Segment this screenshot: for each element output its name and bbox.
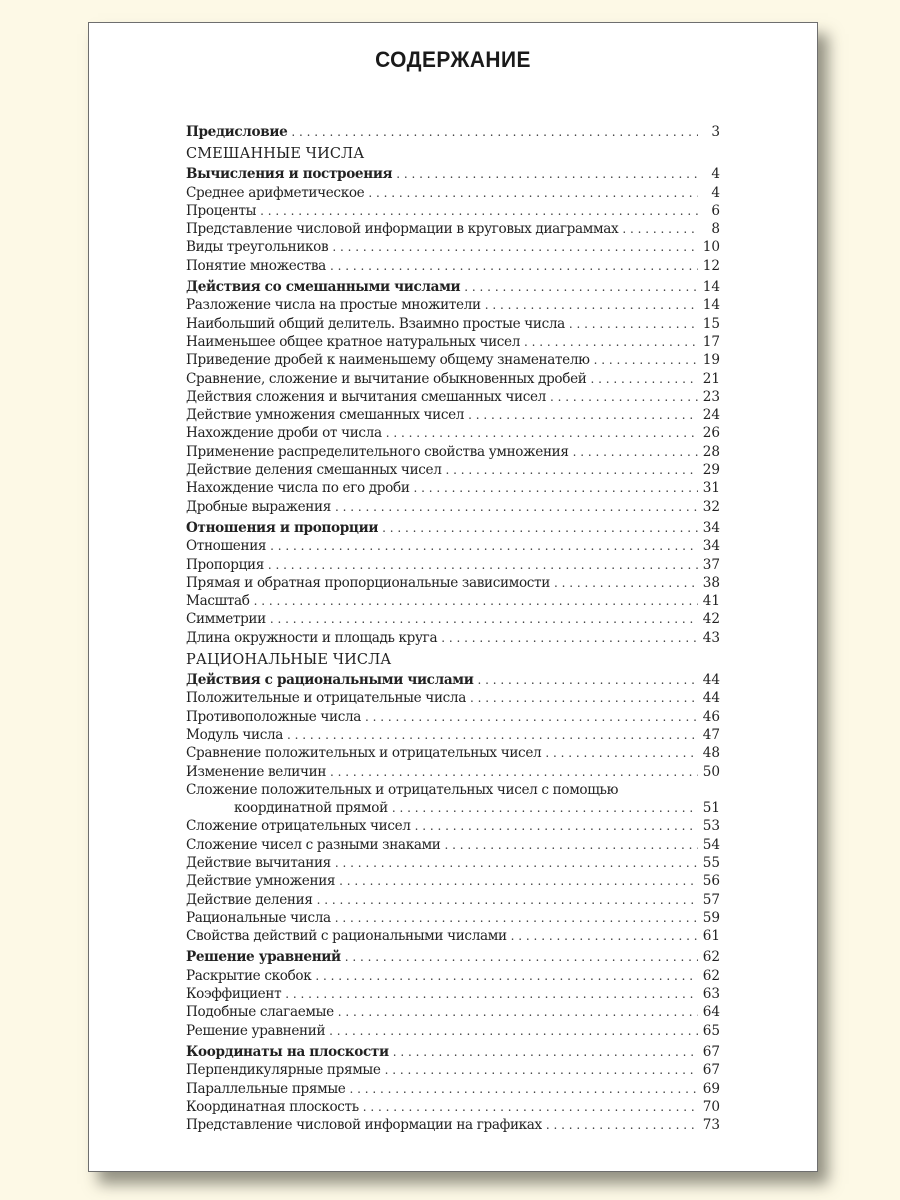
dot-leader xyxy=(468,406,698,424)
toc-entry-label: Пропорция xyxy=(186,556,264,573)
toc-entry-label: Свойства действий с рациональными числами xyxy=(186,928,507,945)
toc-entry-label: Разложение числа на простые множители xyxy=(186,297,481,314)
page-title: СОДЕРЖАНИЕ xyxy=(375,47,531,72)
dot-leader xyxy=(386,424,698,442)
toc-page-number: 6 xyxy=(711,202,720,219)
toc-page-number: 70 xyxy=(702,1098,720,1115)
toc-page-number: 64 xyxy=(702,1004,720,1021)
toc-entry[interactable] xyxy=(186,238,720,256)
toc-entry[interactable] xyxy=(186,333,720,351)
toc-entry[interactable] xyxy=(186,610,720,628)
toc-entry[interactable] xyxy=(186,967,720,985)
toc-page-number: 46 xyxy=(702,708,720,725)
dot-leader xyxy=(414,479,698,497)
toc-page-number: 15 xyxy=(702,315,720,332)
toc-entry-label: Наименьшее общее кратное натуральных чисел xyxy=(186,333,521,350)
toc-entry[interactable] xyxy=(186,537,720,555)
toc-entry-label: Решение уравнений xyxy=(186,1022,326,1039)
toc-entry-label: Подобные слагаемые xyxy=(186,1004,334,1021)
toc-entry-label: Понятие множества xyxy=(186,257,326,274)
toc-entry[interactable] xyxy=(186,424,720,442)
dot-leader xyxy=(392,799,698,817)
dot-leader xyxy=(382,519,698,537)
toc-entry-label: Рациональные числа xyxy=(186,909,331,926)
toc-entry-label: Действие деления смешанных чисел xyxy=(186,462,442,479)
toc-entry[interactable] xyxy=(186,629,720,647)
toc-page-number: 61 xyxy=(702,928,720,945)
toc-entry-label: Отношения и пропорции xyxy=(186,519,379,536)
toc-entry-label: Вычисления и построения xyxy=(186,166,393,183)
toc-entry[interactable] xyxy=(186,315,720,333)
toc-entry-label: Среднее арифметическое xyxy=(186,184,365,201)
toc-entry-label: Действия со смешанными числами xyxy=(186,279,461,296)
toc-entry[interactable] xyxy=(186,726,720,744)
dot-leader xyxy=(287,726,698,744)
dot-leader xyxy=(345,948,698,966)
toc-page-number: 38 xyxy=(702,574,720,591)
toc-entry[interactable] xyxy=(186,184,720,202)
toc-page-number: 3 xyxy=(711,124,720,140)
toc-page-number: 37 xyxy=(702,556,720,573)
dot-leader xyxy=(385,1061,698,1079)
dot-leader xyxy=(365,708,698,726)
toc-entry[interactable] xyxy=(186,689,720,707)
dot-leader xyxy=(285,985,698,1003)
toc-entry[interactable] xyxy=(186,1061,720,1079)
toc-entry[interactable] xyxy=(186,909,720,927)
toc-section-heading: СМЕШАННЫЕ ЧИСЛА xyxy=(186,146,365,163)
toc-page-number: 23 xyxy=(702,388,720,405)
toc-entry[interactable] xyxy=(186,592,720,610)
toc-page-number: 26 xyxy=(702,425,720,442)
dot-leader xyxy=(470,689,698,707)
toc-chapter[interactable] xyxy=(186,519,720,537)
toc-entry-label: Масштаб xyxy=(186,593,250,610)
toc-entry-label: Координаты на плоскости xyxy=(186,1043,389,1060)
toc-entry-label: Действия с рациональными числами xyxy=(186,672,474,689)
dot-leader xyxy=(485,296,698,314)
toc-entry[interactable] xyxy=(186,1098,720,1116)
dot-leader xyxy=(335,854,698,872)
dot-leader xyxy=(415,817,698,835)
toc-entry-label: Коэффициент xyxy=(186,986,282,1003)
dot-leader xyxy=(393,1043,698,1061)
toc-entry[interactable] xyxy=(186,817,720,835)
toc-entry-label: Предисловие xyxy=(186,124,288,140)
toc-entry[interactable] xyxy=(186,220,720,238)
toc-entry-label: Сложение чисел с разными знаками xyxy=(186,836,441,853)
toc-page-number: 69 xyxy=(702,1080,720,1097)
toc-entry-label: Симметрии xyxy=(186,611,266,628)
toc-page-number: 29 xyxy=(702,462,720,479)
toc-entry-label: Виды треугольников xyxy=(186,239,329,256)
toc-entry-label: Модуль числа xyxy=(186,726,284,743)
dot-leader xyxy=(546,1116,698,1134)
toc-page-number: 4 xyxy=(711,166,720,183)
toc-entry-label: Нахождение числа по его дроби xyxy=(186,480,410,497)
toc-page-number: 67 xyxy=(702,1043,720,1060)
toc-entry-label: Решение уравнений xyxy=(186,949,341,966)
toc-entry-label: Раскрытие скобок xyxy=(186,967,312,984)
toc-page-number: 43 xyxy=(702,629,720,646)
dot-leader xyxy=(550,388,698,406)
toc-entry[interactable] xyxy=(186,257,720,275)
dot-leader xyxy=(554,574,698,592)
dot-leader xyxy=(332,238,698,256)
dot-leader xyxy=(254,592,698,610)
toc-entry-label-continued: координатной прямой xyxy=(234,800,388,817)
toc-page-number: 12 xyxy=(702,257,720,274)
toc-page-number: 14 xyxy=(702,297,720,314)
toc-page-number: 31 xyxy=(702,480,720,497)
dot-leader xyxy=(339,872,698,890)
dot-leader xyxy=(363,1098,698,1116)
dot-leader xyxy=(511,927,698,945)
toc-page-number: 47 xyxy=(702,726,720,743)
document-page xyxy=(88,22,818,1172)
dot-leader xyxy=(591,370,698,388)
toc-entry-label: Нахождение дроби от числа xyxy=(186,425,382,442)
toc-entry-label: Действие вычитания xyxy=(186,854,331,871)
toc-entry-label: Противоположные числа xyxy=(186,708,362,725)
toc-entry-label: Перпендикулярные прямые xyxy=(186,1062,381,1079)
toc-entry[interactable] xyxy=(186,202,720,220)
toc-page-number: 17 xyxy=(702,333,720,350)
toc-page-number: 8 xyxy=(711,221,720,238)
toc-page-number: 59 xyxy=(702,909,720,926)
toc-entry-label: Положительные и отрицательные числа xyxy=(186,690,466,707)
toc-chapter[interactable] xyxy=(186,948,720,966)
toc-page-number: 73 xyxy=(702,1117,720,1134)
toc-page-number: 65 xyxy=(702,1022,720,1039)
table-of-contents xyxy=(186,123,720,1134)
dot-leader xyxy=(446,461,698,479)
toc-page-number: 55 xyxy=(702,854,720,871)
toc-entry[interactable] xyxy=(186,985,720,1003)
toc-entry-label: Проценты xyxy=(186,202,257,219)
dot-leader xyxy=(573,443,698,461)
toc-entry-label: Наибольший общий делитель. Взаимно простые числа xyxy=(186,315,565,332)
toc-entry[interactable] xyxy=(186,891,720,909)
dot-leader xyxy=(338,1003,698,1021)
dot-leader xyxy=(464,278,698,296)
dot-leader xyxy=(335,498,698,516)
toc-entry-preface[interactable] xyxy=(186,123,720,141)
toc-chapter[interactable] xyxy=(186,165,720,183)
toc-page-number: 56 xyxy=(702,873,720,890)
toc-entry[interactable] xyxy=(186,763,720,781)
toc-entry[interactable] xyxy=(186,1080,720,1098)
toc-chapter[interactable] xyxy=(186,1043,720,1061)
dot-leader xyxy=(270,610,698,628)
toc-page-number: 63 xyxy=(702,986,720,1003)
dot-leader xyxy=(317,891,698,909)
dot-leader xyxy=(330,763,698,781)
toc-entry-label: Сложение отрицательных чисел xyxy=(186,818,411,835)
toc-entry[interactable] xyxy=(186,574,720,592)
toc-entry-label: Представление числовой информации на графиках xyxy=(186,1117,542,1134)
toc-entry[interactable] xyxy=(186,498,720,516)
toc-entry-label: Представление числовой информации в круговых диаграммах xyxy=(186,221,619,238)
toc-entry[interactable] xyxy=(186,927,720,945)
dot-leader xyxy=(291,123,698,141)
toc-entry-label: Сравнение, сложение и вычитание обыкновенных дробей xyxy=(186,370,587,387)
dot-leader xyxy=(270,537,698,555)
dot-leader xyxy=(396,165,698,183)
toc-entry-label: Параллельные прямые xyxy=(186,1080,346,1097)
dot-leader xyxy=(268,556,698,574)
toc-entry-label: Приведение дробей к наименьшему общему знаменателю xyxy=(186,352,590,369)
toc-entry-label: Сравнение положительных и отрицательных чисел xyxy=(186,745,542,762)
toc-entry[interactable] xyxy=(186,370,720,388)
toc-page-number: 32 xyxy=(702,498,720,515)
toc-chapter[interactable] xyxy=(186,671,720,689)
toc-page-number: 4 xyxy=(711,184,720,201)
toc-page-number: 67 xyxy=(702,1062,720,1079)
toc-entry[interactable] xyxy=(186,854,720,872)
toc-entry[interactable] xyxy=(186,443,720,461)
dot-leader xyxy=(478,671,699,689)
toc-page-number: 57 xyxy=(702,891,720,908)
toc-entry[interactable] xyxy=(186,388,720,406)
dot-leader xyxy=(350,1080,699,1098)
toc-page-number: 28 xyxy=(702,443,720,460)
dot-leader xyxy=(260,202,698,220)
toc-page-number: 10 xyxy=(702,239,720,256)
toc-page-number: 44 xyxy=(702,690,720,707)
toc-entry-wrapped-line2[interactable] xyxy=(186,799,720,817)
toc-page-number: 21 xyxy=(702,370,720,387)
toc-entry[interactable] xyxy=(186,1116,720,1134)
toc-entry-label: Действие умножения смешанных чисел xyxy=(186,407,465,424)
toc-entry-label: Применение распределительного свойства умножения xyxy=(186,443,569,460)
dot-leader xyxy=(335,909,698,927)
toc-entry[interactable] xyxy=(186,556,720,574)
toc-entry[interactable] xyxy=(186,406,720,424)
toc-entry[interactable] xyxy=(186,479,720,497)
toc-entry-label: Действие деления xyxy=(186,891,313,908)
dot-leader xyxy=(622,220,698,238)
dot-leader xyxy=(569,315,698,333)
toc-entry-label: Сложение положительных и отрицательных чисел с помощью xyxy=(186,781,619,798)
toc-page-number: 62 xyxy=(702,967,720,984)
dot-leader xyxy=(329,1022,698,1040)
toc-entry-wrapped-line1[interactable] xyxy=(186,781,720,799)
toc-entry-label: Координатная плоскость xyxy=(186,1098,359,1115)
toc-page-number: 54 xyxy=(702,836,720,853)
toc-entry-label: Действия сложения и вычитания смешанных чисел xyxy=(186,388,546,405)
toc-entry-label: Дробные выражения xyxy=(186,498,331,515)
toc-entry[interactable] xyxy=(186,351,720,369)
toc-section-heading: РАЦИОНАЛЬНЫЕ ЧИСЛА xyxy=(186,652,392,669)
toc-page-number: 50 xyxy=(702,763,720,780)
toc-page-number: 42 xyxy=(702,611,720,628)
toc-entry-label: Изменение величин xyxy=(186,763,327,780)
toc-entry[interactable] xyxy=(186,872,720,890)
dot-leader xyxy=(441,629,698,647)
dot-leader xyxy=(445,836,698,854)
toc-page-number: 41 xyxy=(702,593,720,610)
toc-page-number: 53 xyxy=(702,818,720,835)
dot-leader xyxy=(330,257,698,275)
toc-page-number: 44 xyxy=(702,672,720,689)
toc-entry-label: Длина окружности и площадь круга xyxy=(186,629,438,646)
toc-entry[interactable] xyxy=(186,1022,720,1040)
toc-page-number: 34 xyxy=(702,538,720,555)
toc-entry-label: Отношения xyxy=(186,538,267,555)
dot-leader xyxy=(545,744,698,762)
toc-chapter[interactable] xyxy=(186,278,720,296)
toc-entry[interactable] xyxy=(186,708,720,726)
toc-entry[interactable] xyxy=(186,744,720,762)
toc-entry-label: Действие умножения xyxy=(186,873,336,890)
dot-leader xyxy=(594,351,698,369)
toc-entry[interactable] xyxy=(186,836,720,854)
dot-leader xyxy=(315,967,698,985)
toc-page-number: 19 xyxy=(702,352,720,369)
toc-page-number: 14 xyxy=(702,279,720,296)
toc-page-number: 34 xyxy=(702,519,720,536)
toc-entry[interactable] xyxy=(186,1003,720,1021)
toc-page-number: 48 xyxy=(702,745,720,762)
toc-page-number: 51 xyxy=(702,800,720,817)
toc-entry[interactable] xyxy=(186,296,720,314)
toc-entry-label: Прямая и обратная пропорциональные зависимости xyxy=(186,574,550,591)
toc-page-number: 62 xyxy=(702,949,720,966)
dot-leader xyxy=(524,333,698,351)
toc-page-number: 24 xyxy=(702,407,720,424)
toc-entry[interactable] xyxy=(186,461,720,479)
dot-leader xyxy=(368,184,698,202)
